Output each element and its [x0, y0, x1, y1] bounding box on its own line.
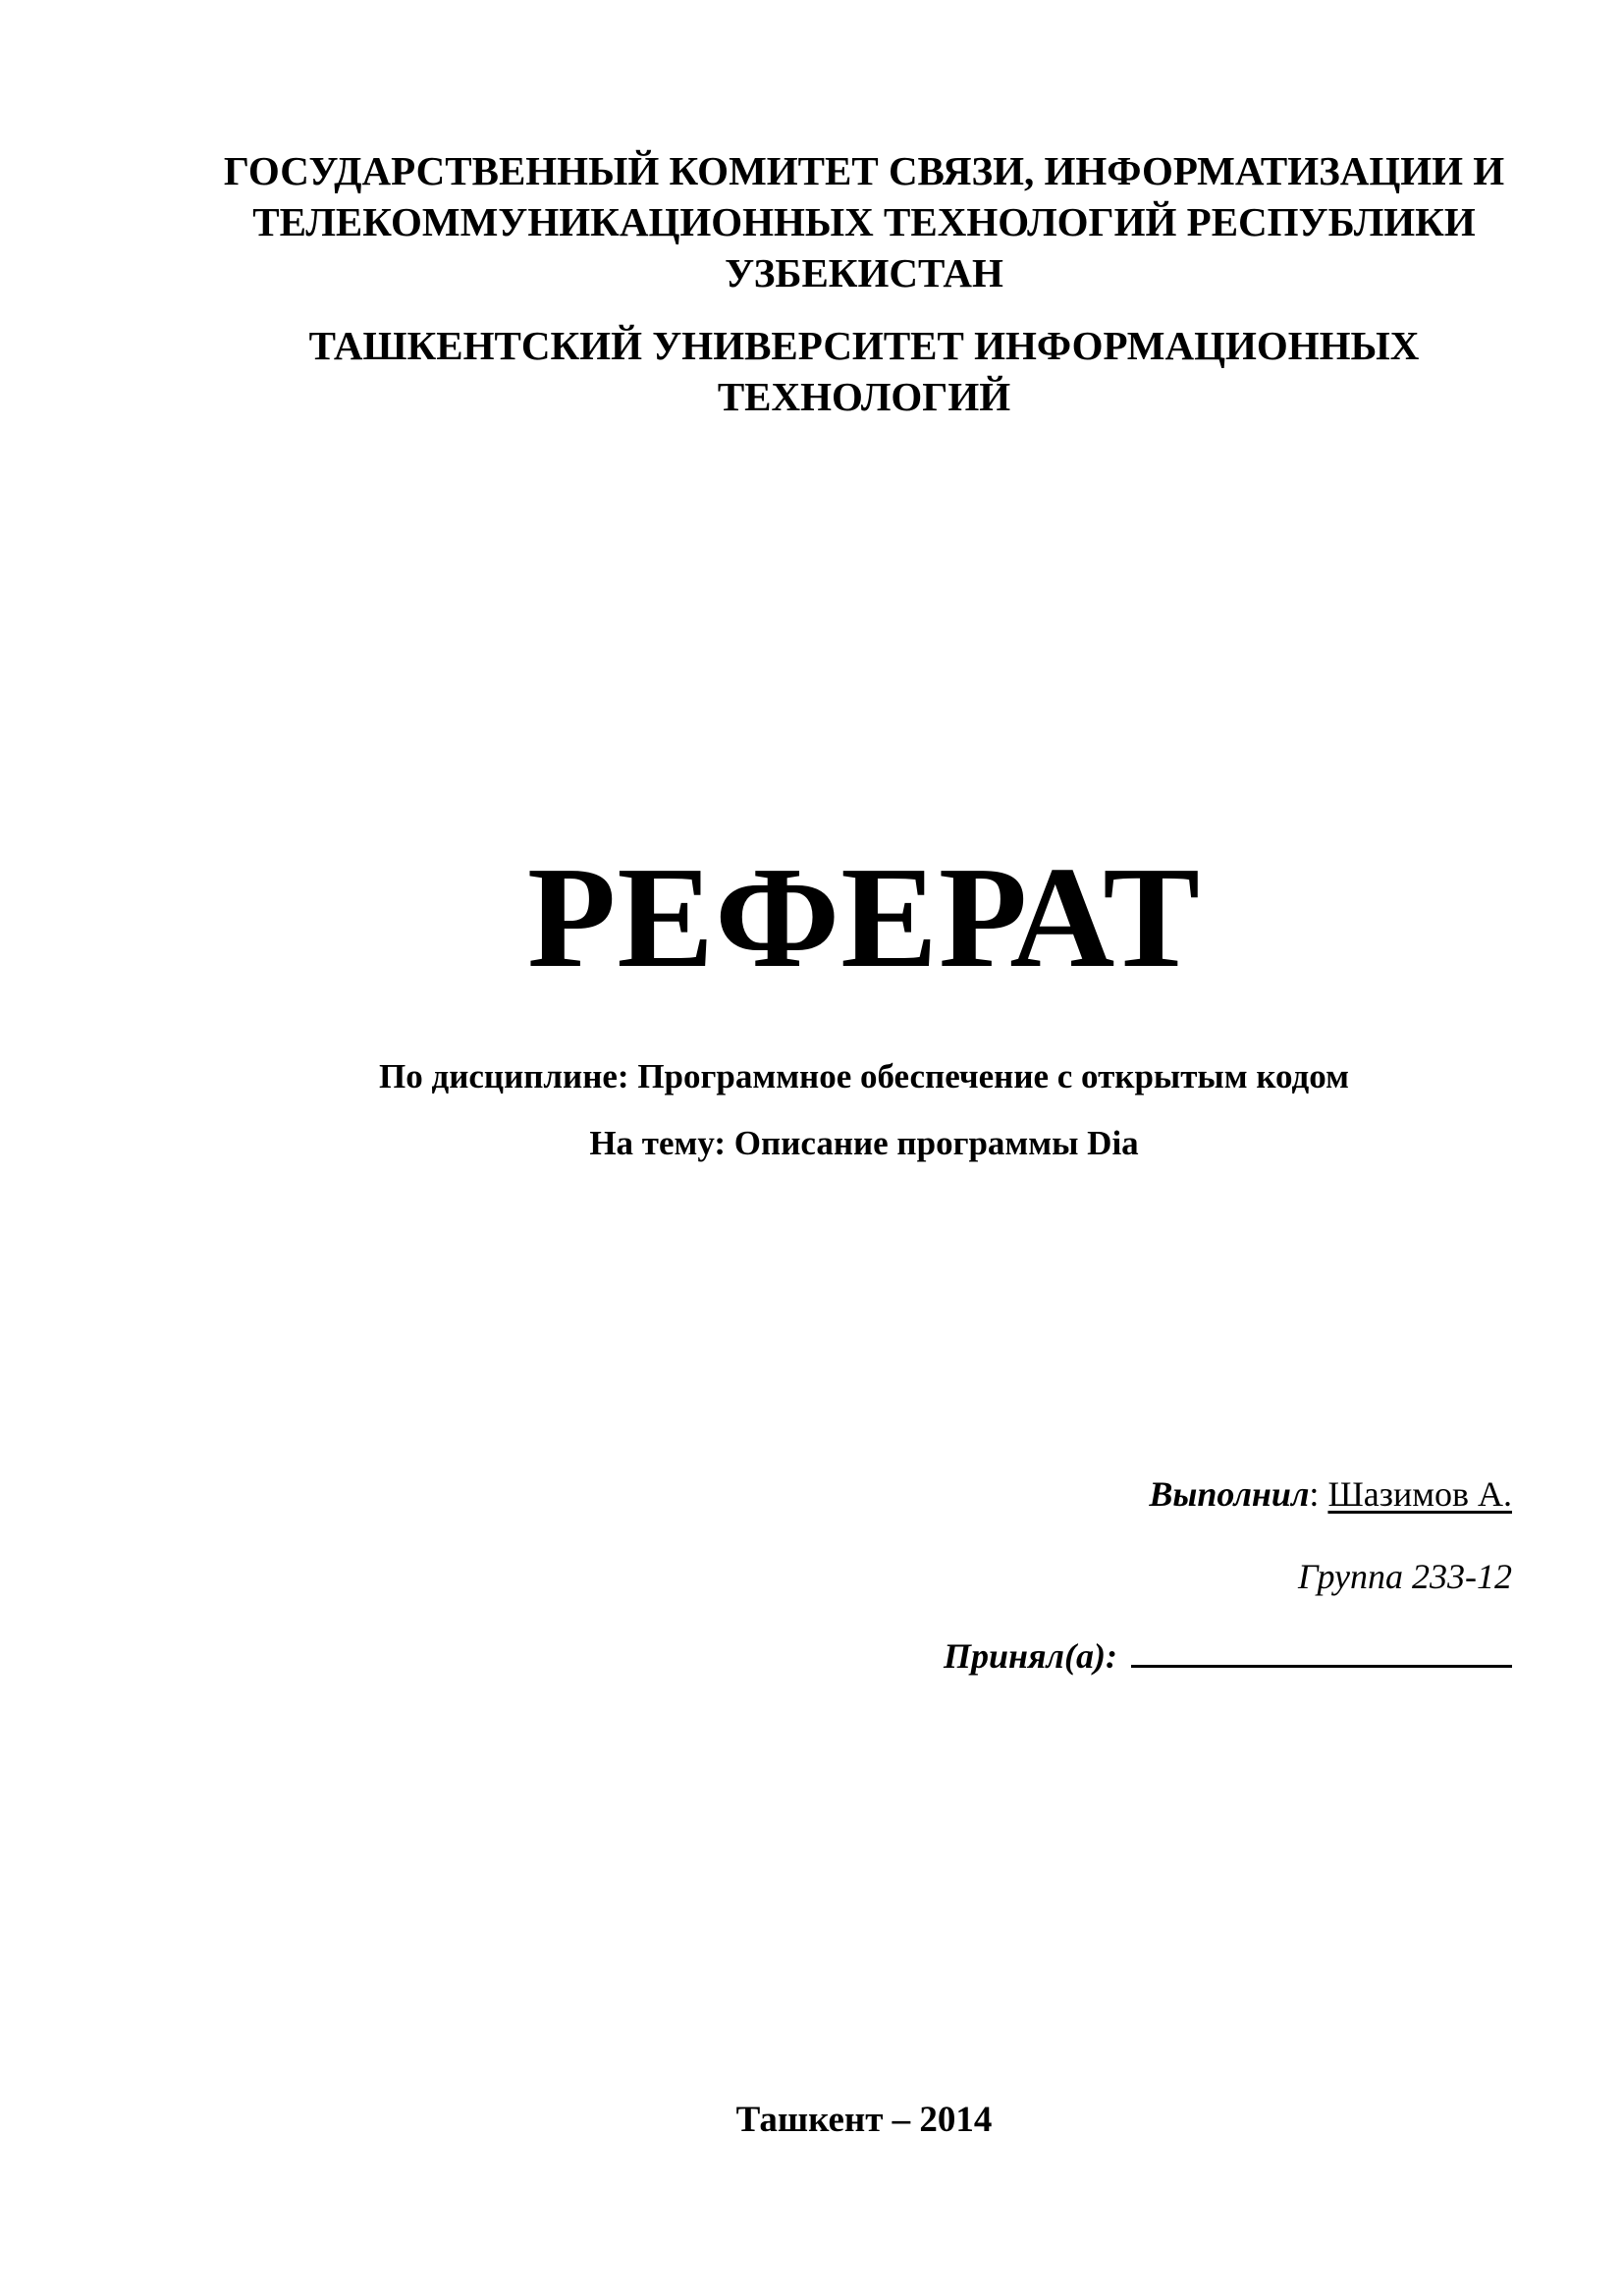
- document-title: РЕФЕРАТ: [526, 837, 1201, 998]
- signature-block: [727, 1472, 1512, 1678]
- city-year: Ташкент – 2014: [735, 2100, 993, 2140]
- signature-blank-line: [1131, 1633, 1512, 1668]
- university-line: ТЕХНОЛОГИЙ: [717, 374, 1011, 419]
- accepted-label: Принял(а):: [944, 1636, 1117, 1676]
- ministry-line: ТЕЛЕКОММУНИКАЦИОННЫХ ТЕХНОЛОГИЙ РЕСПУБЛИКИ: [252, 199, 1476, 244]
- ministry-header: [177, 145, 1551, 298]
- ministry-line: ГОСУДАРСТВЕННЫЙ КОМИТЕТ СВЯЗИ, ИНФОРМАТИЗАЦИИ И: [223, 148, 1505, 193]
- subject-line: По дисциплине: Программное обеспечение с открытым кодом: [379, 1057, 1349, 1095]
- author-separator: :: [1309, 1474, 1328, 1514]
- author-name: Шазимов А.: [1327, 1474, 1512, 1514]
- university-header: [177, 320, 1551, 422]
- group-number: Группа 233-12: [1298, 1557, 1512, 1596]
- accepted-row: [727, 1633, 1512, 1678]
- university-line: ТАШКЕНТСКИЙ УНИВЕРСИТЕТ ИНФОРМАЦИОННЫХ: [308, 323, 1420, 368]
- topic-line: На тему: Описание программы Dia: [589, 1124, 1139, 1162]
- author-label: Выполнил: [1149, 1474, 1310, 1514]
- author-row: [727, 1472, 1512, 1516]
- ministry-line: УЗБЕКИСТАН: [725, 250, 1003, 295]
